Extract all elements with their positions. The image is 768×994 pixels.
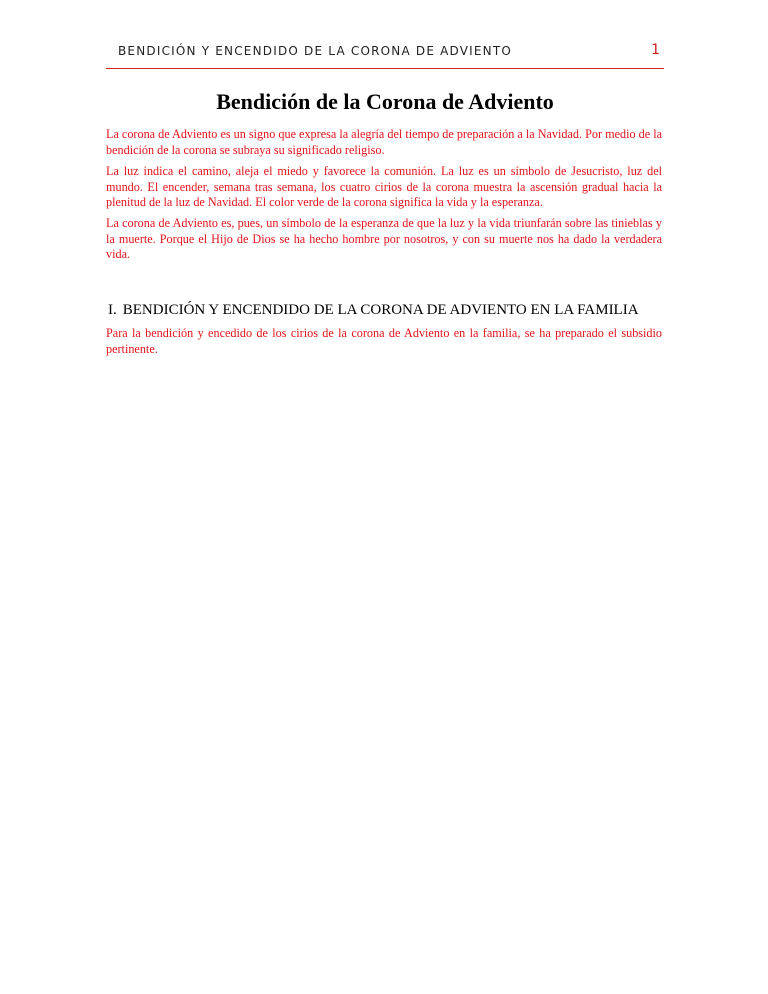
running-header-title: BENDICIÓN Y ENCENDIDO DE LA CORONA DE ADVIENTO [118, 44, 513, 58]
section-heading-text: BENDICIÓN Y ENCENDIDO DE LA CORONA DE ADVIENTO EN LA FAMILIA [122, 302, 639, 318]
header-divider [106, 68, 664, 69]
section-heading [108, 300, 668, 320]
intro-paragraph-3: La corona de Adviento es, pues, un símbolo de la esperanza de que la luz y la vida triunfarán sobre las tinieblas y la muerte. Porque el Hijo de Dios se ha hecho hombre por nosotros, y con su muerte nos ha dado la verdadera vida. [106, 216, 662, 261]
intro-paragraph-1: La corona de Adviento es un signo que expresa la alegría del tiempo de preparación a la Navidad. Por medio de la bendición de la corona se subraya su significado religiso. [106, 127, 662, 157]
intro-paragraph-2: La luz indica el camino, aleja el miedo y favorece la comunión. La luz es un símbolo de Jesucristo, luz del mundo. El encender, semana tras semana, los cuatro cirios de la corona muestra la ascensión gradual hacia la plenitud de la luz de Navidad. El color verde de la corona significa la vida y la esperanza. [106, 164, 662, 209]
page-number: 1 [651, 42, 660, 58]
running-header [106, 40, 664, 70]
section-number: I. [108, 302, 117, 318]
section-paragraph: Para la bendición y encedido de los cirios de la corona de Adviento en la familia, se ha preparado el subsidio pertinente. [106, 326, 662, 356]
document-title: Bendición de la Corona de Adviento [216, 89, 554, 114]
